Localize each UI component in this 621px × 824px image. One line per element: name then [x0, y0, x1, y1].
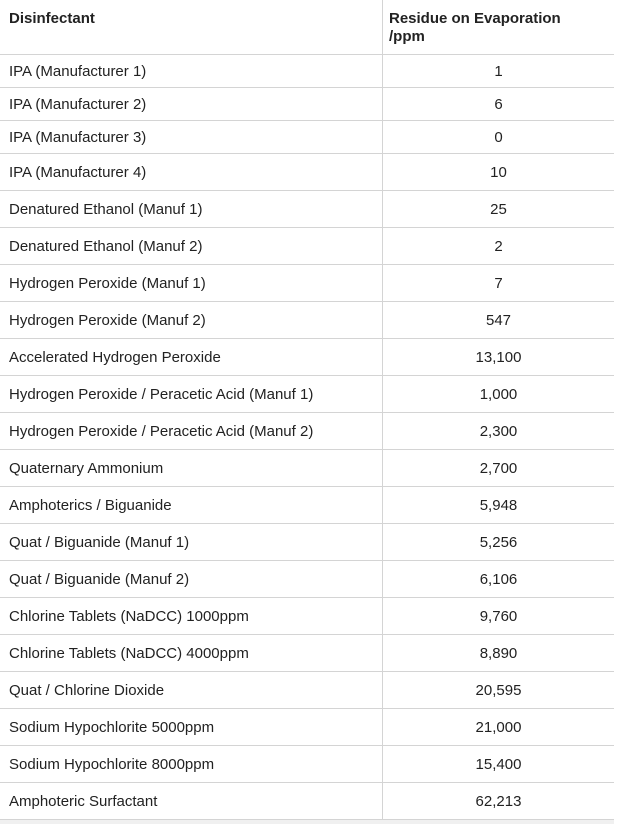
row-value: 62,213 — [382, 783, 614, 819]
table-row — [0, 783, 614, 820]
table-row — [0, 121, 614, 154]
table-row — [0, 302, 614, 339]
row-value: 20,595 — [382, 672, 614, 708]
row-value: 6 — [382, 88, 614, 120]
row-name: Sodium Hypochlorite 8000ppm — [9, 755, 215, 773]
table-header — [0, 0, 614, 55]
table-row — [0, 524, 614, 561]
row-value: 9,760 — [382, 598, 614, 634]
row-value: 2,700 — [382, 450, 614, 486]
table-row — [0, 154, 614, 191]
row-name: Quat / Biguanide (Manuf 2) — [9, 570, 190, 588]
table-row — [0, 376, 614, 413]
header-residue-line2: /ppm — [389, 28, 425, 45]
row-value: 8,890 — [382, 635, 614, 671]
table-row — [0, 88, 614, 121]
table-row — [0, 339, 614, 376]
row-value: 1 — [382, 55, 614, 87]
row-value: 5,948 — [382, 487, 614, 523]
table-row — [0, 265, 614, 302]
row-name: Hydrogen Peroxide / Peracetic Acid (Manuf 2) — [9, 422, 314, 440]
header-disinfectant: Disinfectant — [9, 10, 95, 27]
table-row — [0, 746, 614, 783]
table-bottom-edge — [0, 820, 614, 824]
row-name: Hydrogen Peroxide (Manuf 1) — [9, 274, 206, 292]
row-name: Amphoteric Surfactant — [9, 792, 158, 810]
header-residue-line1: Residue on Evaporation — [389, 10, 561, 27]
row-name: Chlorine Tablets (NaDCC) 4000ppm — [9, 644, 249, 662]
row-name: IPA (Manufacturer 2) — [9, 95, 147, 113]
table-row — [0, 450, 614, 487]
row-name: Hydrogen Peroxide (Manuf 2) — [9, 311, 206, 329]
row-name: Hydrogen Peroxide / Peracetic Acid (Manuf 1) — [9, 385, 314, 403]
row-value: 2,300 — [382, 413, 614, 449]
row-value: 15,400 — [382, 746, 614, 782]
row-name: Accelerated Hydrogen Peroxide — [9, 348, 221, 366]
table-row — [0, 635, 614, 672]
row-value: 10 — [382, 154, 614, 190]
table-row — [0, 413, 614, 450]
row-name: Quaternary Ammonium — [9, 459, 164, 477]
header-residue — [382, 0, 614, 54]
table-row — [0, 709, 614, 746]
row-value: 6,106 — [382, 561, 614, 597]
row-name: Quat / Chlorine Dioxide — [9, 681, 165, 699]
row-value: 547 — [382, 302, 614, 338]
row-value: 1,000 — [382, 376, 614, 412]
table-row — [0, 191, 614, 228]
row-name: Sodium Hypochlorite 5000ppm — [9, 718, 215, 736]
row-value: 5,256 — [382, 524, 614, 560]
table-row — [0, 55, 614, 88]
row-name: Amphoterics / Biguanide — [9, 496, 172, 514]
row-name: IPA (Manufacturer 3) — [9, 128, 147, 146]
row-name: IPA (Manufacturer 1) — [9, 62, 147, 80]
row-value: 7 — [382, 265, 614, 301]
row-name: Denatured Ethanol (Manuf 1) — [9, 200, 203, 218]
row-value: 2 — [382, 228, 614, 264]
table-row — [0, 598, 614, 635]
row-value: 25 — [382, 191, 614, 227]
row-name: Quat / Biguanide (Manuf 1) — [9, 533, 190, 551]
row-value: 13,100 — [382, 339, 614, 375]
row-value: 0 — [382, 121, 614, 153]
table-row — [0, 487, 614, 524]
row-name: Chlorine Tablets (NaDCC) 1000ppm — [9, 607, 249, 625]
table-row — [0, 228, 614, 265]
row-value: 21,000 — [382, 709, 614, 745]
table-row — [0, 561, 614, 598]
row-name: Denatured Ethanol (Manuf 2) — [9, 237, 203, 255]
row-name: IPA (Manufacturer 4) — [9, 163, 147, 181]
table-row — [0, 672, 614, 709]
